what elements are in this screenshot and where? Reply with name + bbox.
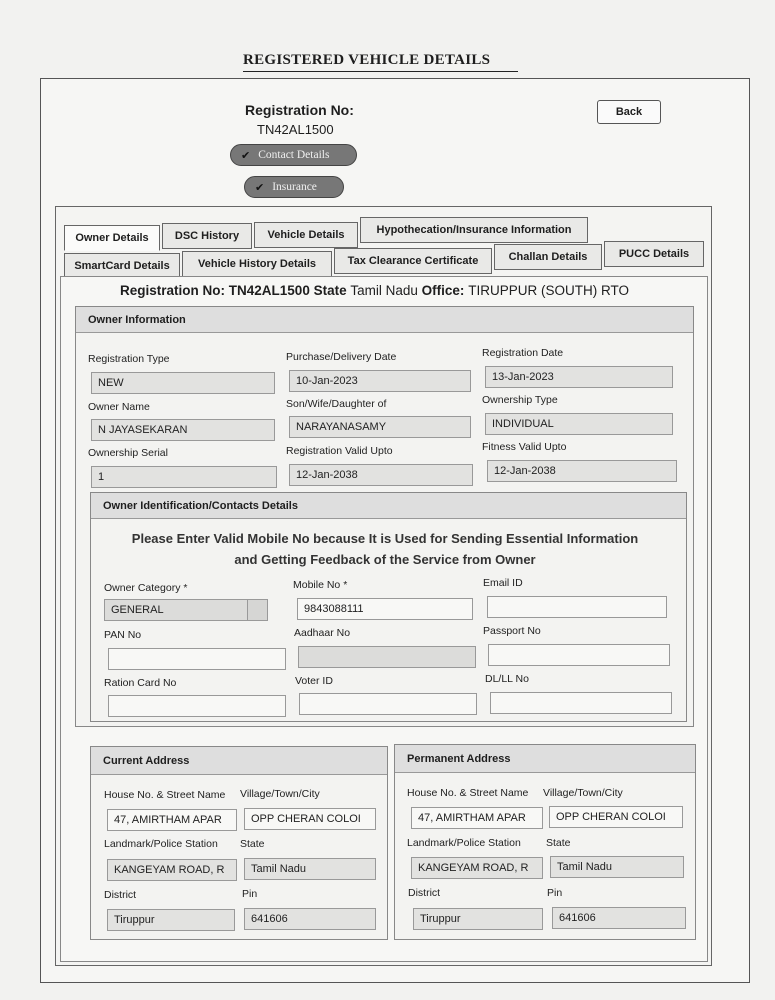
check-icon: ✔ (255, 180, 265, 194)
passport-label: Passport No (483, 625, 541, 637)
aadhaar-label: Aadhaar No (294, 627, 351, 639)
registration-type-field[interactable]: NEW (91, 372, 275, 394)
owner-name-label: Owner Name (88, 401, 150, 413)
voter-id-input[interactable] (299, 693, 477, 715)
permanent-district-field[interactable]: Tiruppur (413, 908, 543, 930)
tab-challan-details[interactable]: Challan Details (494, 244, 602, 270)
mobile-input[interactable]: 9843088111 (297, 598, 473, 620)
summary-office-value: TIRUPPUR (SOUTH) RTO (468, 283, 629, 298)
check-icon: ✔ (241, 148, 251, 162)
purchase-date-field[interactable]: 10-Jan-2023 (289, 370, 471, 392)
current-pin-field[interactable]: 641606 (244, 908, 376, 930)
email-input[interactable] (487, 596, 667, 618)
contact-details-label: Contact Details (258, 149, 330, 161)
summary-reg-value: TN42AL1500 (228, 283, 310, 298)
voter-id-label: Voter ID (295, 675, 333, 687)
current-house-field[interactable]: 47, AMIRTHAM APAR (107, 809, 237, 831)
owner-category-select[interactable] (104, 599, 268, 621)
summary-office-label: Office: (421, 283, 465, 298)
registration-date-label: Registration Date (482, 347, 564, 359)
permanent-state-label: State (546, 837, 571, 849)
owner-contacts-title: Owner Identification/Contacts Details (91, 493, 686, 519)
current-village-field[interactable]: OPP CHERAN COLOI (244, 808, 376, 830)
insurance-button[interactable] (244, 176, 344, 198)
owner-category-value: GENERAL (111, 604, 164, 616)
ration-card-input[interactable] (108, 695, 286, 717)
pan-input[interactable] (108, 648, 286, 670)
dl-ll-label: DL/LL No (485, 673, 529, 685)
current-village-label: Village/Town/City (240, 788, 320, 800)
registration-date-field[interactable]: 13-Jan-2023 (485, 366, 673, 388)
pan-label: PAN No (104, 629, 142, 641)
contact-details-button[interactable] (230, 144, 357, 166)
tab-owner-details[interactable]: Owner Details (64, 225, 160, 251)
fitness-valid-upto-field[interactable]: 12-Jan-2038 (487, 460, 677, 482)
owner-name-field[interactable]: N JAYASEKARAN (91, 419, 275, 441)
tab-pucc-details[interactable]: PUCC Details (604, 241, 704, 267)
registration-summary (120, 283, 629, 298)
permanent-state-field[interactable]: Tamil Nadu (550, 856, 684, 878)
tab-vehicle-history-details[interactable]: Vehicle History Details (182, 251, 332, 277)
current-house-label: House No. & Street Name (104, 789, 226, 801)
current-pin-label: Pin (242, 888, 258, 900)
owner-information-title: Owner Information (76, 307, 693, 333)
dropdown-handle[interactable] (247, 600, 267, 620)
relation-field[interactable]: NARAYANASAMY (289, 416, 471, 438)
email-label: Email ID (483, 577, 523, 589)
purchase-date-label: Purchase/Delivery Date (286, 351, 397, 363)
permanent-district-label: District (408, 887, 441, 899)
registration-value: TN42AL1500 (257, 122, 334, 137)
current-district-field[interactable]: Tiruppur (107, 909, 235, 931)
permanent-village-label: Village/Town/City (543, 787, 623, 799)
relation-label: Son/Wife/Daughter of (286, 398, 387, 410)
current-landmark-label: Landmark/Police Station (104, 838, 218, 850)
summary-state-label: State (313, 283, 347, 298)
summary-state-value: Tamil Nadu (350, 283, 418, 298)
ownership-serial-label: Ownership Serial (88, 447, 168, 459)
permanent-address-title: Permanent Address (395, 745, 695, 773)
reg-valid-upto-label: Registration Valid Upto (286, 445, 393, 457)
summary-reg-label: Registration No: (120, 283, 226, 298)
registration-type-label: Registration Type (88, 353, 170, 365)
insurance-label: Insurance (272, 181, 317, 193)
permanent-village-field[interactable]: OPP CHERAN COLOI (549, 806, 683, 828)
tab-tax-clearance-certificate[interactable]: Tax Clearance Certificate (334, 248, 492, 274)
ration-card-label: Ration Card No (104, 677, 177, 689)
permanent-pin-field[interactable]: 641606 (552, 907, 686, 929)
tab-dsc-history[interactable]: DSC History (162, 223, 252, 249)
aadhaar-input[interactable] (298, 646, 476, 668)
back-button[interactable]: Back (597, 100, 661, 124)
page-title: REGISTERED VEHICLE DETAILS (243, 52, 518, 72)
tab-hypothecation-insurance[interactable]: Hypothecation/Insurance Information (360, 217, 588, 243)
reg-valid-upto-field[interactable]: 12-Jan-2038 (289, 464, 473, 486)
ownership-type-field[interactable]: INDIVIDUAL (485, 413, 673, 435)
dl-ll-input[interactable] (490, 692, 672, 714)
current-address-title: Current Address (91, 747, 387, 775)
permanent-landmark-field[interactable]: KANGEYAM ROAD, R (411, 857, 543, 879)
tab-smartcard-details[interactable]: SmartCard Details (64, 253, 180, 279)
current-state-label: State (240, 838, 265, 850)
ownership-serial-field[interactable]: 1 (91, 466, 277, 488)
permanent-pin-label: Pin (547, 887, 563, 899)
mobile-label: Mobile No * (293, 579, 348, 591)
permanent-house-field[interactable]: 47, AMIRTHAM APAR (411, 807, 543, 829)
current-district-label: District (104, 889, 137, 901)
tab-vehicle-details[interactable]: Vehicle Details (254, 222, 358, 248)
permanent-house-label: House No. & Street Name (407, 787, 529, 799)
mobile-note-line2: and Getting Feedback of the Service from Owner (234, 552, 536, 567)
mobile-note-line1: Please Enter Valid Mobile No because It is Used for Sending Essential Information (131, 531, 639, 546)
permanent-landmark-label: Landmark/Police Station (407, 837, 521, 849)
fitness-valid-upto-label: Fitness Valid Upto (482, 441, 567, 453)
ownership-type-label: Ownership Type (482, 394, 558, 406)
owner-category-label: Owner Category * (104, 582, 188, 594)
registration-label: Registration No: (245, 102, 354, 118)
passport-input[interactable] (488, 644, 670, 666)
current-landmark-field[interactable]: KANGEYAM ROAD, R (107, 859, 237, 881)
current-state-field[interactable]: Tamil Nadu (244, 858, 376, 880)
